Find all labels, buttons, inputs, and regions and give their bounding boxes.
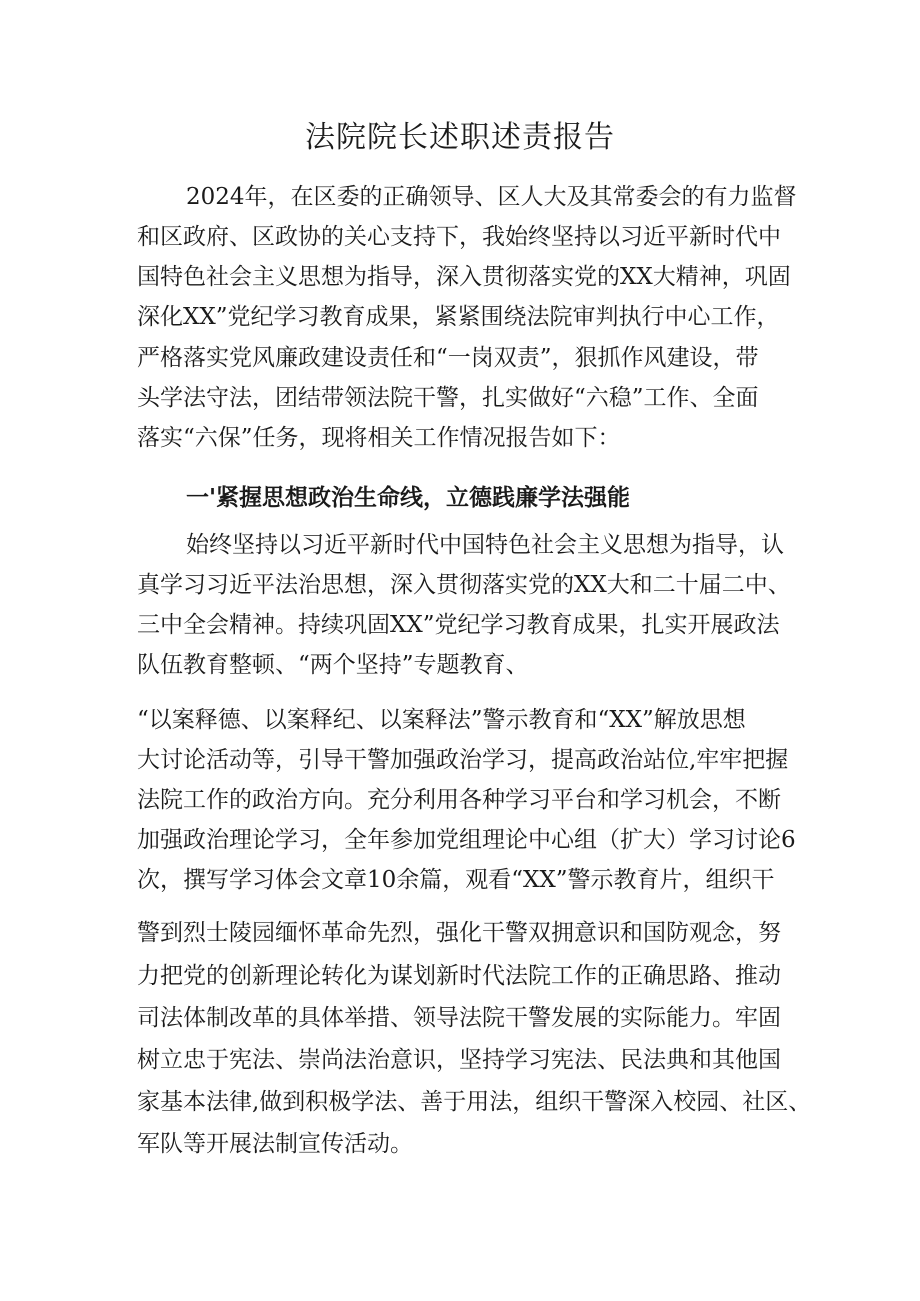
paragraph-line: 国特色社会主义思想为指导，深入贯彻落实党的XX大精神，巩固 xyxy=(137,264,791,290)
paragraph-line: 警到烈士陵园缅怀革命先烈，强化干警双拥意识和国防观念，努 xyxy=(137,920,781,946)
paragraph-line: 大讨论活动等，引导干警加强政治学习，提高政治站位,牢牢把握 xyxy=(137,747,789,773)
paragraph-line: 法院工作的政治方向。充分利用各种学习平台和学习机会，不断 xyxy=(137,787,781,813)
paragraph-line: 队伍教育整顿、“两个坚持”专题教育、 xyxy=(137,652,529,678)
paragraph-line: 头学法守法，团结带领法院干警，扎实做好“六稳”工作、全面 xyxy=(137,385,759,411)
paragraph-line: 力把党的创新理论转化为谋划新时代法院工作的正确思路、推动 xyxy=(137,963,781,989)
paragraph-line: 司法体制改革的具体举措、领导法院干警发展的实际能力。牢固 xyxy=(137,1005,781,1031)
paragraph-line: 2024年，在区委的正确领导、区人大及其常委会的有力监督 xyxy=(186,184,797,210)
paragraph-line: 始终坚持以习近平新时代中国特色社会主义思想为指导，认 xyxy=(186,532,784,558)
paragraph-line: 严格落实党风廉政建设责任和“一岗双责”，狠抓作风建设，带 xyxy=(137,345,759,371)
paragraph-line: “以案释德、以案释纪、以案释法”警示教育和“XX”解放思想 xyxy=(137,707,746,733)
section-heading: 一'紧握思想政治生命线，立德践廉学法强能 xyxy=(186,484,631,511)
paragraph-line: 三中全会精神。持续巩固XX”党纪学习教育成果，扎实开展政法 xyxy=(137,612,780,638)
document-title: 法院院长述职述责报告 xyxy=(305,120,615,155)
paragraph-line: 军队等开展法制宣传活动。 xyxy=(137,1131,413,1157)
paragraph-line: 次，撰写学习体会文章10余篇，观看“XX”警示教育片，组织干 xyxy=(137,867,775,893)
paragraph-line: 深化XX”党纪学习教育成果，紧紧围绕法院审判执行中心工作， xyxy=(137,304,780,330)
paragraph-line: 加强政治理论学习，全年参加党组理论中心组（扩大）学习讨论6 xyxy=(137,827,796,853)
paragraph-line: 树立忠于宪法、崇尚法治意识，坚持学习宪法、民法典和其他国 xyxy=(137,1047,781,1073)
paragraph-line: 和区政府、区政协的关心支持下，我始终坚持以习近平新时代中 xyxy=(137,224,781,250)
paragraph-line: 家基本法律,做到积极学法、善于用法，组织干警深入校园、社区、 xyxy=(137,1089,812,1115)
paragraph-line: 落实“六保”任务，现将相关工作情况报告如下： xyxy=(137,425,621,451)
paragraph-line: 真学习习近平法治思想，深入贯彻落实党的XX大和二十届二中、 xyxy=(137,572,791,598)
